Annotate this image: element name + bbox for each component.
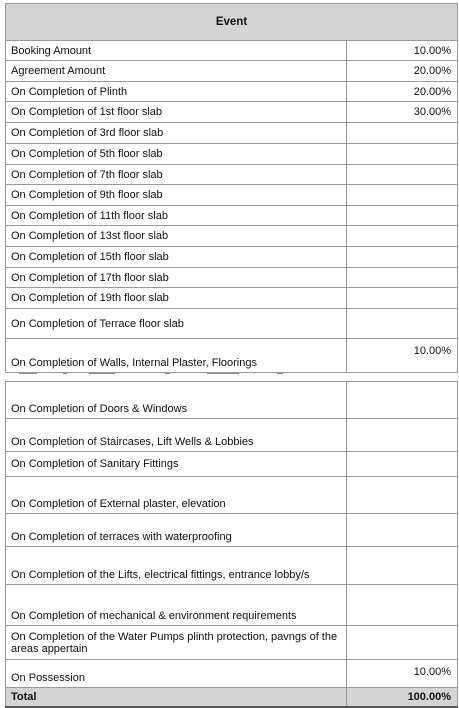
payment-schedule-table-top — [5, 3, 458, 373]
event-cell: On Completion of 5th floor slab — [6, 144, 347, 165]
percentage-cell — [347, 452, 458, 477]
table-row — [6, 41, 458, 61]
table-row — [6, 419, 458, 452]
percentage-cell: 30.00% — [347, 102, 458, 123]
table-row — [6, 660, 458, 688]
table-row — [6, 268, 458, 288]
table-row — [6, 165, 458, 185]
percentage-cell — [347, 288, 458, 309]
percentage-cell — [347, 206, 458, 226]
table-row — [6, 82, 458, 102]
event-cell: Agreement Amount — [6, 61, 347, 82]
event-cell: On Completion of 1st floor slab — [6, 102, 347, 123]
event-cell: On Completion of 3rd floor slab — [6, 123, 347, 144]
event-cell: On Completion of 15th floor slab — [6, 247, 347, 268]
percentage-cell — [347, 226, 458, 247]
table-row — [6, 547, 458, 585]
percentage-cell — [347, 382, 458, 419]
percentage-cell — [347, 268, 458, 288]
event-cell: On Completion of Doors & Windows — [6, 382, 347, 419]
event-cell: On Completion of 17th floor slab — [6, 268, 347, 288]
event-cell: On Possession — [6, 660, 347, 688]
total-value: 100.00% — [347, 688, 458, 707]
table-row — [6, 206, 458, 226]
event-cell: On Completion of mechanical & environment requirements — [6, 585, 347, 626]
table-row — [6, 309, 458, 339]
event-column-header: Event — [6, 4, 458, 41]
table-row — [6, 626, 458, 660]
event-cell: On Completion of 7th floor slab — [6, 165, 347, 185]
event-cell: Booking Amount — [6, 41, 347, 61]
percentage-cell — [347, 626, 458, 660]
table-header-row — [6, 4, 458, 41]
table-row — [6, 288, 458, 309]
event-cell: On Completion of Terrace floor slab — [6, 309, 347, 339]
total-row — [6, 688, 458, 707]
percentage-cell — [347, 547, 458, 585]
table-row — [6, 61, 458, 82]
table-row — [6, 382, 458, 419]
event-cell: On Completion of terraces with waterproofing — [6, 514, 347, 547]
event-cell: On Completion of 11th floor slab — [6, 206, 347, 226]
table-row — [6, 585, 458, 626]
table-row — [6, 185, 458, 206]
percentage-cell — [347, 309, 458, 339]
event-cell: On Completion of 9th floor slab — [6, 185, 347, 206]
percentage-cell — [347, 165, 458, 185]
event-cell: On Completion of 19th floor slab — [6, 288, 347, 309]
table-row — [6, 102, 458, 123]
percentage-cell — [347, 247, 458, 268]
percentage-cell — [347, 419, 458, 452]
table-row — [6, 247, 458, 268]
event-cell: On Completion of Sanitary Fittings — [6, 452, 347, 477]
percentage-cell: 10.00% — [347, 41, 458, 61]
event-cell: On Completion of 13st floor slab — [6, 226, 347, 247]
percentage-cell — [347, 144, 458, 165]
event-cell: On Completion of the Lifts, electrical fittings, entrance lobby/s — [6, 547, 347, 585]
percentage-cell — [347, 514, 458, 547]
percentage-cell — [347, 123, 458, 144]
payment-schedule-table-bottom — [5, 381, 458, 708]
table-row — [6, 477, 458, 514]
percentage-cell: 10.00% — [347, 339, 458, 373]
table-row — [6, 123, 458, 144]
table-row — [6, 144, 458, 165]
page-break-marks — [5, 371, 457, 379]
percentage-cell: 20.00% — [347, 82, 458, 102]
percentage-cell: 20.00% — [347, 61, 458, 82]
event-cell: On Completion of Walls, Internal Plaster, Floorings — [6, 339, 347, 373]
event-cell: On Completion of the Water Pumps plinth protection, pavngs of the areas appertain — [6, 626, 347, 660]
percentage-cell: 10.00% — [347, 660, 458, 688]
table-row — [6, 339, 458, 373]
percentage-cell — [347, 477, 458, 514]
table-row — [6, 452, 458, 477]
event-cell: On Completion of Staircases, Lift Wells & Lobbies — [6, 419, 347, 452]
event-cell: On Completion of Plinth — [6, 82, 347, 102]
table-row — [6, 514, 458, 547]
table-row — [6, 226, 458, 247]
total-label: Total — [6, 688, 347, 707]
event-cell: On Completion of External plaster, elevation — [6, 477, 347, 514]
percentage-cell — [347, 585, 458, 626]
percentage-cell — [347, 185, 458, 206]
